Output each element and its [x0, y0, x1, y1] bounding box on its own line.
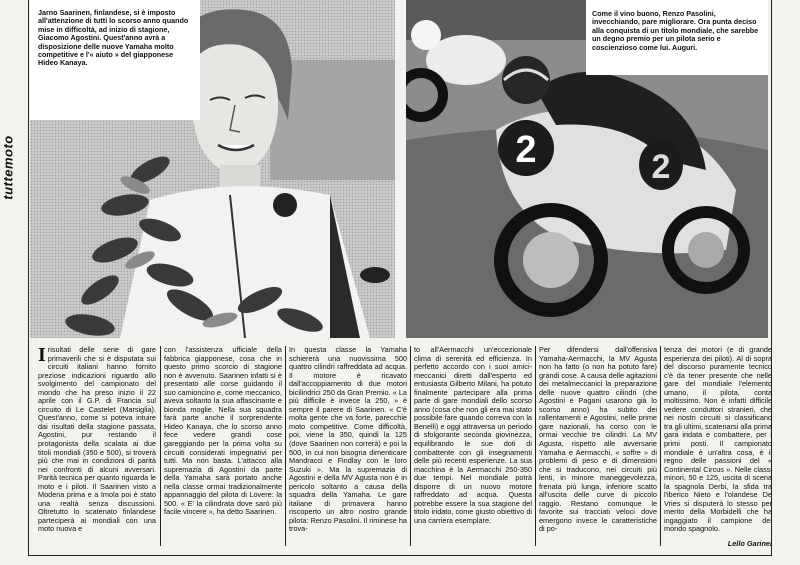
column-text-5: Per difendersi dall'offensiva Yamaha-Aermacchi, la MV Agusta non ha fatto (o non ha potuto fare) grandi cose. A causa delle agitazioni dei metalmeccanici la preparazione delle nuove quattro cilindri (che Agostini e Pagani usarono già lo scorso anno) ha subito dei rallentamenti e Agostini, nelle prime gare nazionali, ha corso con le ormai vecchie tre cilindri. La MV Agusta, rispetto alle avversarie Yamaha e Aermacchi, « soffre » di problemi di peso e di dimensioni che si traducono, nei circuiti più lenti, in minore maneggevolezza, frenata più lunga, inferiore scatto all'uscita delle curve di piccolo raggio. Restano comunque le favorite sui tracciati veloci dove emergono invece le caratteristiche di po-: [539, 346, 657, 534]
column-text-1: risultati delle serie di gare primaverili che si è disputata sui circuiti italiani hanno fornito preziose indicazioni riguardo allo svolgimento del campionato del mondo che ha preso inizio il 22 aprile con il G.P. di Francia sul circuito di Le Castelet (Marsiglia). Quest'anno, come si poteva intuire dai risultati della stagione passata, Agostini, pur restando il protagonista della scalata ai due titoli mondiali (350 e 500), si troverà più che mai in condizioni di parità nei confronti di alcuni avversari. Parità tecnica per quanto riguarda le moto e i piloti. Il Saarinen visto a Modena prima e a Imola poi è stato una realtà senza discussioni. Oltretutto lo scatenato finlandese parteciperà ai mondiali con una moto nuova e: [38, 346, 156, 534]
section-label: tuttemoto: [0, 135, 16, 200]
photo-saarinen: [30, 0, 395, 338]
column-2: [164, 346, 282, 552]
column-divider: [285, 346, 286, 546]
column-1: [38, 346, 156, 552]
race-number-front: 2: [515, 129, 537, 171]
race-number-back: 2: [651, 148, 671, 186]
column-text-2: con l'assistenza ufficiale della fabbrica giapponese, cosa che in questo primo scorcio di stagione non è avvenuto. Saarinen infatti si è presentato alle corse guidando il suo camioncino e, come meccanico, aveva soltanto la sua affascinante e bionda moglie. Nella sua squadra farà parte anche il sorprendente Hideo Kanaya, che lo scorso anno fece vedere grandi cose gareggiando per la prima volta su circuiti considerati impegnativi per tutti. Ma non basta. L'attacco alla supremazia di Agostini da parte della Yamaha sarà portato anche nella classe ormai tradizionalmente appannaggio del pilota di Lovere: la 500. « E' la cilindrata dove sarò più facile vincere », ha detto Saarinen.: [164, 346, 282, 517]
column-3: [289, 346, 407, 552]
column-divider: [410, 346, 411, 546]
caption-left: Jarno Saarinen, finlandese, si è imposto all'attenzione di tutti lo scorso anno quando mise in difficoltà, ad inizio di stagione, Giacomo Agostini. Quest'anno avrà a disposizione delle nuove Yamaha molto competitive e l'« aiuto » del giapponese Hideo Kanaya.: [30, 0, 200, 120]
photo-pasolini: [406, 0, 768, 338]
section-spine: [0, 0, 26, 345]
column-text-6: tenza dei motori (e di grande esperienza dei piloti). Al di sopra del discorso puramente tecnico c'è da tener presente che nelle gare del mondiale l'elemento umano, il pilota, conta moltissimo. Non è infatti difficile vedere conduttori stranieri, che nei nostri circuiti si classificano tra gli ultimi, scatenarsi alla prima gara iridata e combattere, per i primi posti. Il campionato mondiale è un'altra cosa, è il regno delle passioni del « Continental Circus ». Nelle classi minori, 50 e 125, uscita di scena la spagnola Derbi, la sfida tra l'iberico Nieto e l'olandese De Vries si disputerà lo stesso per merito della Morbidelli che ha ingaggiato il campione del mondo spagnolo.: [664, 346, 772, 534]
column-divider: [660, 346, 661, 546]
column-divider: [160, 346, 161, 546]
column-divider: [535, 346, 536, 546]
column-6: [664, 346, 772, 552]
column-text-4: to all'Aermacchi un'eccezionale clima di serenità ed efficienza. In perfetto accordo con i suoi amici-meccanici diretti dall'esperto ed entusiasta Gilberto Milani, ha potuto finalmente partecipare alla prima parte di gare mondiali dello scorso anno (cosa che non gli era mai stato possibile fare quando correva con la Benelli) e oggi attraversa un periodo di sfolgorante seconda giovinezza, equilibrando le sue doti di combattente con gli insegnamenti delle più recenti esperienze. La sua macchina è la Aermacchi 250-350 due tempi. Nel mondiale potrà disporre di un nuovo motore raffreddato ad acqua. Questa potrebbe essere la sua stagione del titolo iridato, come giusto obiettivo di una carriera esemplare.: [414, 346, 532, 525]
caption-right: Come il vino buono, Renzo Pasolini, invecchiando, pare migliorare. Ora punta deciso alla conquista di un titolo mondiale, che sarebbe un degno premio per un pilota serio e coscienzioso come lui. Auguri.: [586, 0, 768, 75]
column-text-3: In questa classe la Yamaha schiererà una nuovissima 500 quattro cilindri raffreddata ad acqua. Il motore è ricavato dall'accoppiamento di due motori bicilindrici 250 da Gran Premio. « La più difficile è invece la 250, » è sempre il parere di Saarinen. « C'è molta gente che va forte, parecchie moto competitive. Come difficoltà, poi, viene la 350, quindi la 125 (dove Saarinen non correrà) e poi la 500, in cui non bisogna dimenticare Mandracci e Findlay con le loro Suzuki ». Ma la supremazia di Agostini e della MV Agusta non è in pericolo soltanto a causa della squadra della Yamaha. Le gare italiane di primavera hanno riscoperto un altro nostro grande pilota: Renzo Pasolini. Il riminese ha trova-: [289, 346, 407, 534]
column-5: [539, 346, 657, 552]
column-4: [414, 346, 532, 552]
author-signature: Lello Garinei: [727, 539, 772, 549]
drop-cap: I: [38, 346, 46, 366]
article-body: [30, 346, 772, 552]
